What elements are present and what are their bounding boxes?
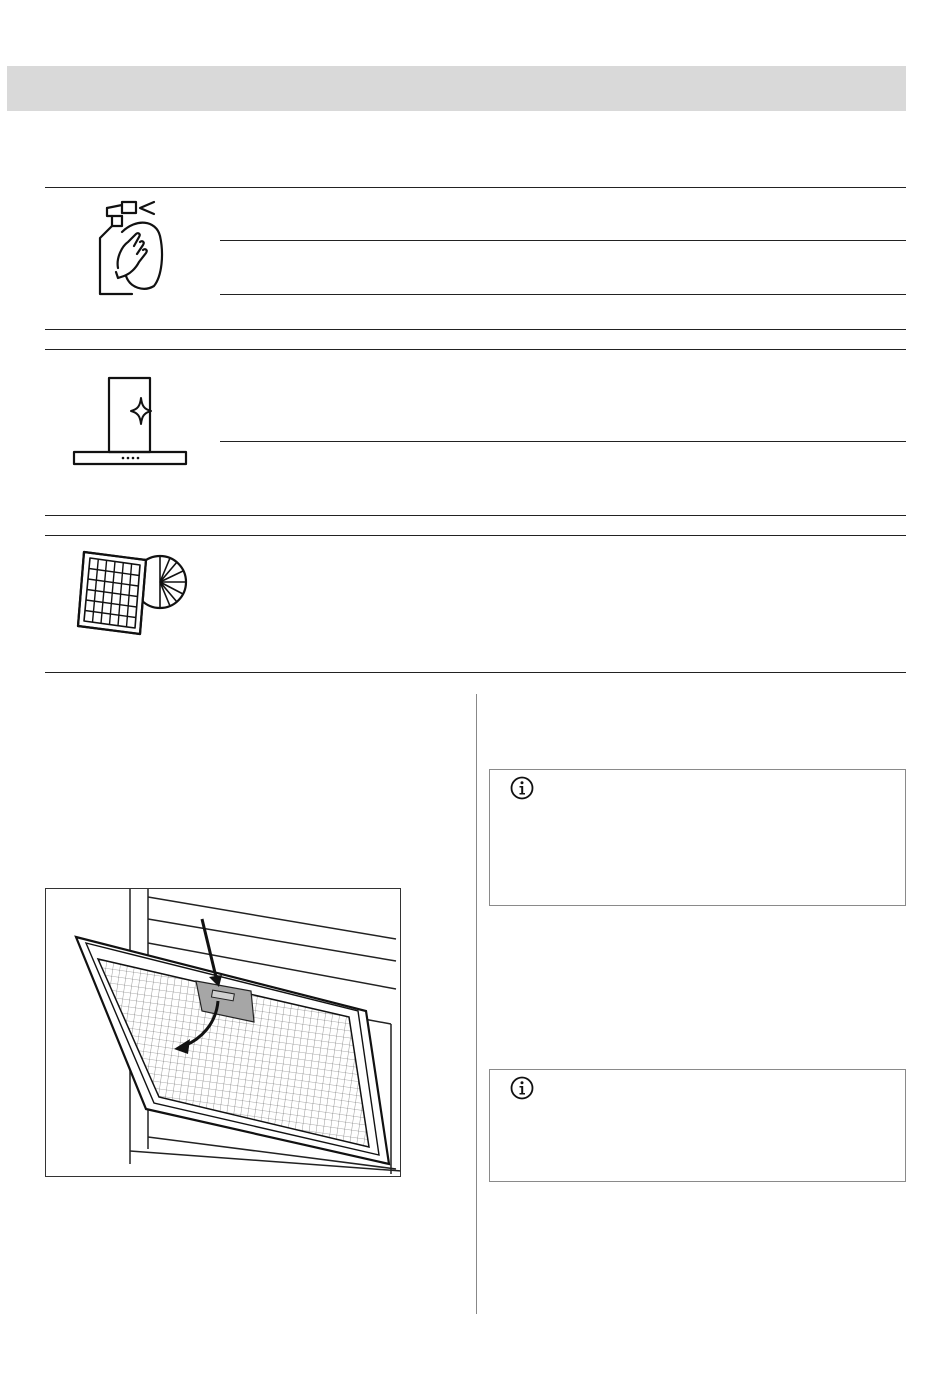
- table-rule-top: [45, 349, 906, 350]
- info-icon: [510, 1076, 534, 1100]
- table-rule-top: [45, 535, 906, 536]
- section-header-band: [7, 66, 906, 111]
- table-rule-bottom: [45, 329, 906, 330]
- table-rule-bottom: [45, 672, 906, 673]
- table-row-divider: [220, 294, 906, 295]
- column-divider: [476, 694, 477, 1314]
- grease-filter-removal-figure: [45, 888, 401, 1177]
- info-note-box: [489, 769, 906, 906]
- table-rule-top: [45, 187, 906, 188]
- spray-cloth-icon: [92, 196, 164, 296]
- table-row-divider: [220, 240, 906, 241]
- info-icon: [510, 776, 534, 800]
- info-note-box: [489, 1069, 906, 1182]
- table-row-divider: [220, 441, 906, 442]
- hood-sparkle-icon: [72, 376, 188, 466]
- table-rule-bottom: [45, 515, 906, 516]
- filter-grid-icon: [76, 544, 190, 636]
